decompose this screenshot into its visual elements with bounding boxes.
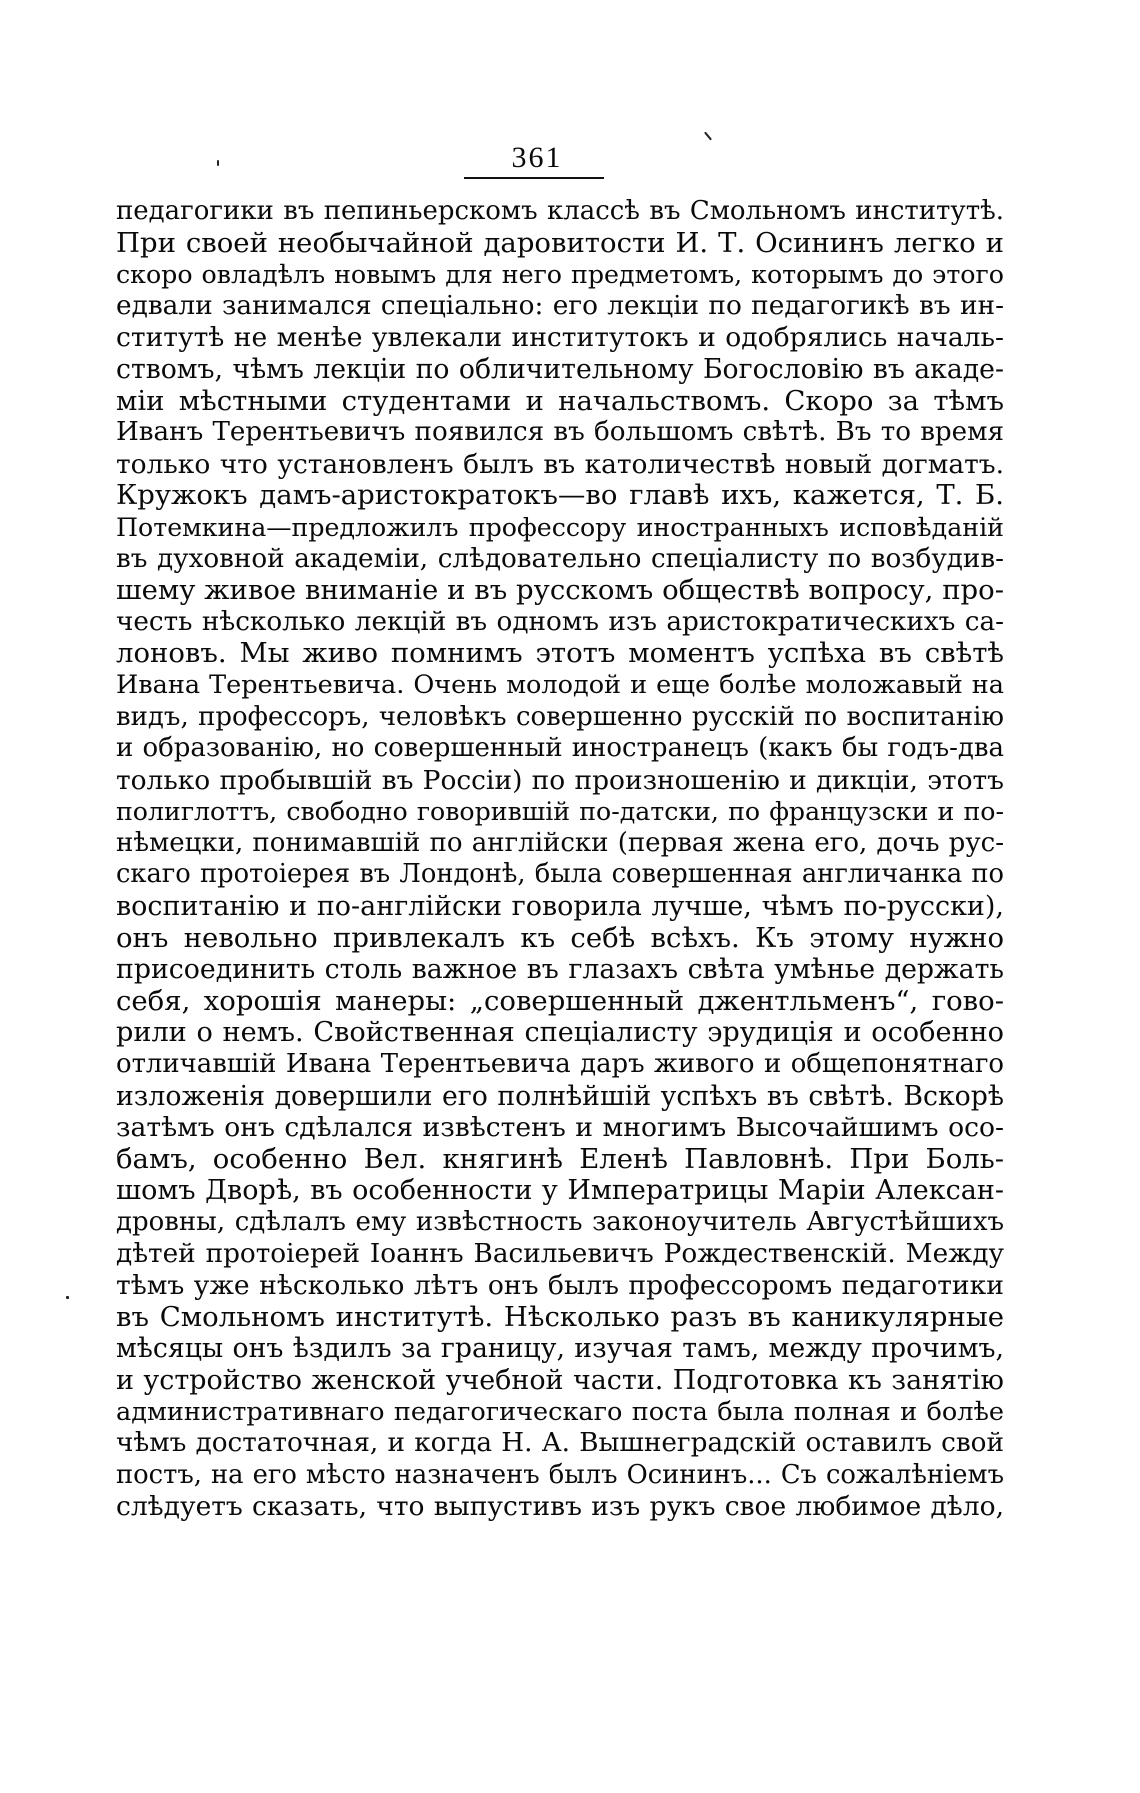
text-line: Ивана Терентьевича. Очень молодой и еще болѣе моложавый на: [116, 669, 1004, 700]
text-line: чѣмъ достаточная, и когда Н. А. Вышнеградскій оставилъ свой: [116, 1428, 1004, 1459]
margin-speck: [704, 132, 712, 141]
text-line: только пробывшій въ Россіи) по произношенію и дикціи, этотъ: [116, 764, 1004, 796]
text-line: Кружокъ дамъ-аристократокъ—во главѣ ихъ, кажется, Т. Б.: [116, 480, 1004, 512]
text-line: въ духовной академіи, слѣдовательно спеціалисту по возбудив-: [116, 543, 1004, 574]
text-line: воспитанію и по-англійски говорила лучше, чѣмъ по-русски),: [116, 891, 1004, 923]
text-line: видъ, профессоръ, человѣкъ совершенно русскій по воспитанію: [116, 701, 1004, 732]
text-line: слѣдуетъ сказать, что выпустивъ изъ рукъ свое любимое дѣло,: [116, 1491, 1004, 1523]
text-line: изложенія довершили его полнѣйшій успѣхъ въ свѣтѣ. Вскорѣ: [116, 1080, 1004, 1112]
page-number-rule: [464, 177, 604, 179]
text-line: постъ, на его мѣсто назначенъ былъ Осининъ... Съ сожалѣніемъ: [116, 1459, 1004, 1490]
text-line: міи мѣстными студентами и начальствомъ. Скоро за тѣмъ: [116, 385, 1004, 417]
text-line: скоро овладѣлъ новымъ для него предметомъ, которымъ до этого: [116, 260, 1004, 290]
text-line: Иванъ Терентьевичъ появился въ большомъ свѣтѣ. Въ то время: [116, 417, 1004, 448]
text-line: ститутѣ не менѣе увлекали институтокъ и одобрялись началь-: [116, 322, 1004, 354]
text-line: административнаго педагогическаго поста была полная и болѣе: [116, 1396, 1004, 1427]
margin-speck: [217, 160, 219, 166]
body-text: [116, 196, 1004, 1523]
page-number: 361: [511, 141, 563, 174]
text-line: затѣмъ онъ сдѣлался извѣстенъ и многимъ Высочайшимъ осо-: [116, 1112, 1004, 1144]
text-line: дѣтей протоіерей Іоаннъ Васильевичъ Рождественскій. Между: [116, 1238, 1004, 1269]
text-line: присоединить столь важное въ глазахъ свѣта умѣнье держать: [116, 954, 1004, 986]
text-line: отличавшій Ивана Терентьевича даръ живого и общепонятнаго: [116, 1049, 1004, 1080]
text-line: бамъ, особенно Вел. княгинѣ Еленѣ Павловнѣ. При Боль-: [116, 1143, 1004, 1175]
margin-speck: [66, 1296, 69, 1299]
text-line: полиглоттъ, свободно говорившій по-датски, по французски и по-: [116, 797, 1004, 827]
text-line: шомъ Дворѣ, въ особенности у Императрицы Маріи Алексан-: [116, 1175, 1004, 1207]
text-line: ствомъ, чѣмъ лекціи по обличительному Богословію въ акаде-: [116, 353, 1004, 385]
text-line: тѣмъ уже нѣсколько лѣтъ онъ былъ профессоромъ педаготики: [116, 1270, 1004, 1302]
text-line: скаго протоіерея въ Лондонѣ, была совершенная англичанка по: [116, 859, 1004, 890]
text-line: себя, хорошія манеры: „совершенный джентльменъ“, гово-: [116, 985, 1004, 1017]
text-line: шему живое вниманіе и въ русскомъ обществѣ вопросу, про-: [116, 575, 1004, 607]
text-line: Потемкина—предложилъ профессору иностранныхъ исповѣданій: [116, 512, 1004, 542]
text-line: честь нѣсколько лекцій въ одномъ изъ аристократическихъ са-: [116, 606, 1004, 637]
text-line: дровны, сдѣлалъ ему извѣстность законоучитель Августѣйшихъ: [116, 1207, 1004, 1237]
text-line: рили о немъ. Свойственная спеціалисту эрудиція и особенно: [116, 1017, 1004, 1049]
text-line: только что установленъ былъ въ католичествѣ новый догматъ.: [116, 448, 1004, 480]
text-line: нѣмецки, понимавшій по англійски (первая жена его, дочь рус-: [116, 827, 1004, 858]
text-line: едвали занимался спеціально: его лекціи по педагогикѣ въ ин-: [116, 290, 1004, 321]
text-line: и образованію, но совершенный иностранецъ (какъ бы годъ-два: [116, 733, 1004, 764]
text-line: мѣсяцы онъ ѣздилъ за границу, изучая тамъ, между прочимъ,: [116, 1333, 1004, 1365]
text-line: и устройство женской учебной части. Подготовка къ занятію: [116, 1364, 1004, 1396]
text-line: онъ невольно привлекалъ къ себѣ всѣхъ. Къ этому нужно: [116, 922, 1004, 954]
text-line: лоновъ. Мы живо помнимъ этотъ моментъ успѣха въ свѣтѣ: [116, 638, 1004, 670]
text-line: При своей необычайной даровитости И. Т. Осининъ легко и: [116, 227, 1004, 259]
text-line: въ Смольномъ институтѣ. Нѣсколько разъ въ каникулярные: [116, 1301, 1004, 1333]
text-line: педагогики въ пепиньерскомъ классѣ въ Смольномъ институтѣ.: [116, 196, 1004, 226]
